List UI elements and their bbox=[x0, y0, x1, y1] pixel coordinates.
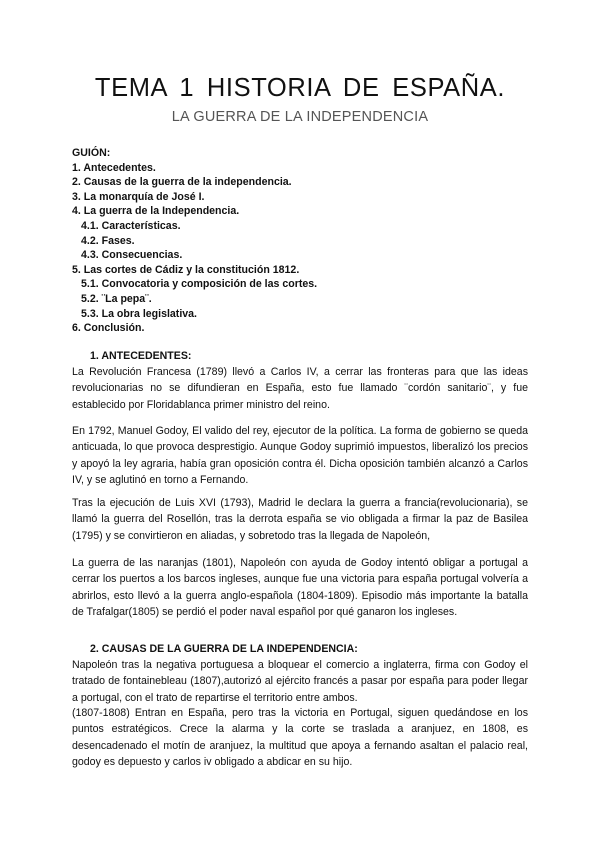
paragraph: Napoleón tras la negativa portuguesa a bloquear el comercio a inglaterra, firma con Godoy el tratado de fontainebleau (1807),autorizó al ejército francés a pasar por españa para poder llegar a portugal, con el trato de repartirse el territorio entre ambos. bbox=[72, 659, 528, 704]
section-heading: 1. ANTECEDENTES: bbox=[90, 350, 192, 362]
outline-subitem: 5.2. ¨La pepa¨. bbox=[81, 292, 152, 305]
outline-subitem: 4.1. Características. bbox=[81, 219, 181, 232]
paragraph: La Revolución Francesa (1789) llevó a Carlos IV, a cerrar las fronteras para que las ideas revolucionarias no se difundieran en España, esto fue llamado ¨cordón sanitario¨, y fue establecido por Floridablanca primer ministro del reino. bbox=[72, 366, 528, 411]
outline-item: 2. Causas de la guerra de la independencia. bbox=[72, 176, 292, 189]
outline-subitem: 4.2. Fases. bbox=[81, 234, 135, 247]
outline-subitem: 5.3. La obra legislativa. bbox=[81, 307, 197, 320]
document-subtitle: LA GUERRA DE LA INDEPENDENCIA bbox=[171, 109, 429, 125]
paragraph: (1807-1808) Entran en España, pero tras la victoria en Portugal, siguen quedándose en los puntos estratégicos. Crece la alarma y la corte se traslada a aranjuez, en 1808, es desencadenado el motín de aranjuez, la multitud que apoya a fernando asaltan el palacio real, godoy es depuesto y carlos iv obligado a abdicar en su hijo. bbox=[72, 707, 528, 769]
outline-subitem: 4.3. Consecuencias. bbox=[81, 249, 183, 262]
outline-subitem: 5.1. Convocatoria y composición de las cortes. bbox=[81, 278, 318, 291]
outline-item: 5. Las cortes de Cádiz y la constitución 1812. bbox=[72, 263, 300, 276]
document-title: TEMA 1 HISTORIA DE ESPAÑA. bbox=[94, 74, 506, 102]
outline bbox=[72, 146, 542, 336]
paragraph: La guerra de las naranjas (1801), Napoleón con ayuda de Godoy intentó obligar a portugal a cerrar los puertos a los barcos ingleses, aunque fue una victoria para españa portugal volvería a abrirlos, esto llevó a la guerra anglo-española (1804-1809). Episodio más importante la batalla de Trafalgar(1805) se perdió el poder naval español por qué ganaron los ingleses. bbox=[72, 557, 528, 619]
outline-item: 4. La guerra de la Independencia. bbox=[72, 205, 240, 218]
outline-item: 6. Conclusión. bbox=[72, 322, 145, 335]
section-heading: 2. CAUSAS DE LA GUERRA DE LA INDEPENDENCIA: bbox=[90, 643, 358, 655]
paragraph: En 1792, Manuel Godoy, El valido del rey, ejecutor de la política. La forma de gobierno se queda anticuada, lo que provoca desprestigio. Aunque Godoy suprimió impuestos, liberalizó los precios y apoyó la ley agraria, había gran oposición contra él. Dicha oposición también alcanzó a Carlos IV, y se aglutinó en torno a Fernando. bbox=[72, 425, 528, 487]
outline-heading: GUIÓN: bbox=[72, 147, 111, 159]
paragraph: Tras la ejecución de Luis XVI (1793), Madrid le declara la guerra a francia(revolucionaria), se llamó la guerra del Rosellón, tras la derrota españa se vio obligada a firmar la paz de Basilea (1795) y se convirtieron en aliadas, y sobretodo tras la llegada de Napoleón, bbox=[72, 497, 528, 542]
outline-item: 3. La monarquía de José I. bbox=[72, 190, 205, 203]
outline-item: 1. Antecedentes. bbox=[72, 161, 156, 174]
